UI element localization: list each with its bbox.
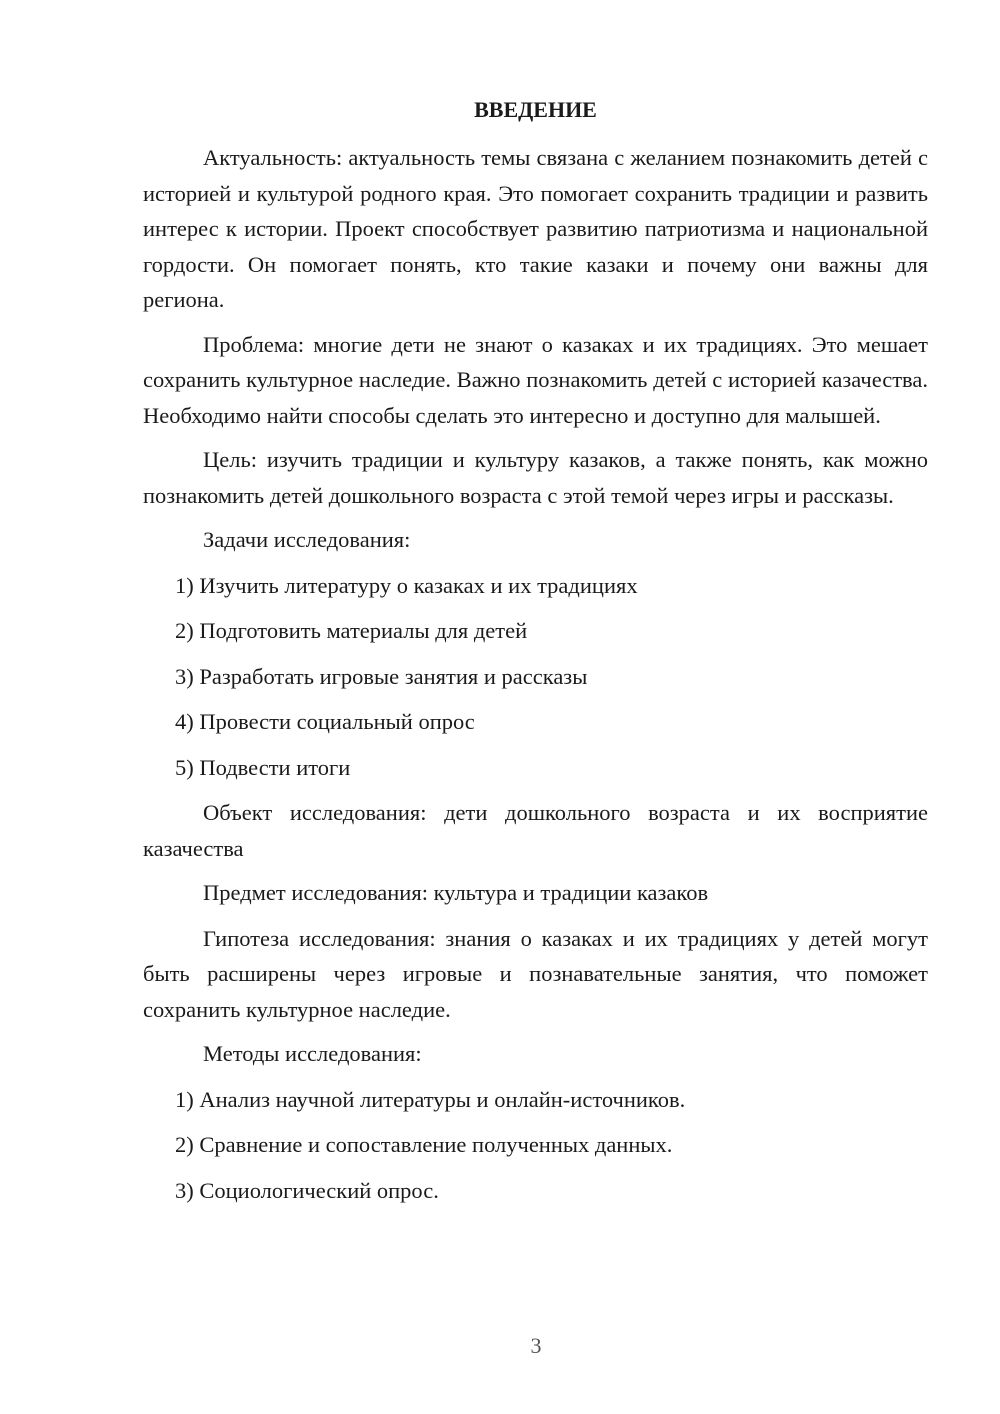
task-item: 5) Подвести итоги <box>175 754 351 780</box>
method-item: 3) Социологический опрос. <box>175 1177 439 1203</box>
task-item: 3) Разработать игровые занятия и рассказы <box>175 663 588 689</box>
subject-paragraph: Предмет исследования: культура и традиции казаков <box>203 880 709 905</box>
task-item: 4) Провести социальный опрос <box>175 709 475 734</box>
page-number: 3 <box>530 1333 542 1358</box>
relevance-paragraph: Актуальность: актуальность темы связана с желанием познакомить детей с историей и культурой родного края. Это помогает сохранить традиции и развить интерес к истории. Проект способствует развитию патриотизма и национальной гордости. Он помогает понять, кто такие казаки и почему они важны для региона. <box>143 145 928 312</box>
task-item: 1) Изучить литературу о казаках и их традициях <box>175 572 638 598</box>
methods-heading: Методы исследования: <box>203 1041 422 1066</box>
method-item: 2) Сравнение и сопоставление полученных данных. <box>175 1132 673 1157</box>
tasks-heading: Задачи исследования: <box>203 527 411 552</box>
goal-paragraph: Цель: изучить традиции и культуру казаков, а также понять, как можно познакомить детей дошкольного возраста с этой темой через игры и рассказы. <box>143 447 928 508</box>
method-item: 1) Анализ научной литературы и онлайн-источников. <box>175 1086 686 1112</box>
task-item: 2) Подготовить материалы для детей <box>175 618 528 643</box>
problem-paragraph: Проблема: многие дети не знают о казаках и их традициях. Это мешает сохранить культурное наследие. Важно познакомить детей с историей казачества. Необходимо найти способы сделать это интересно и доступно для малышей. <box>143 331 928 428</box>
page-content <box>143 92 928 1218</box>
object-paragraph: Объект исследования: дети дошкольного возраста и их восприятие казачества <box>143 800 928 861</box>
page-title: ВВЕДЕНИЕ <box>474 97 597 122</box>
hypothesis-paragraph: Гипотеза исследования: знания о казаках и их традициях у детей могут быть расширены через игровые и познавательные занятия, что поможет сохранить культурное наследие. <box>143 925 928 1022</box>
